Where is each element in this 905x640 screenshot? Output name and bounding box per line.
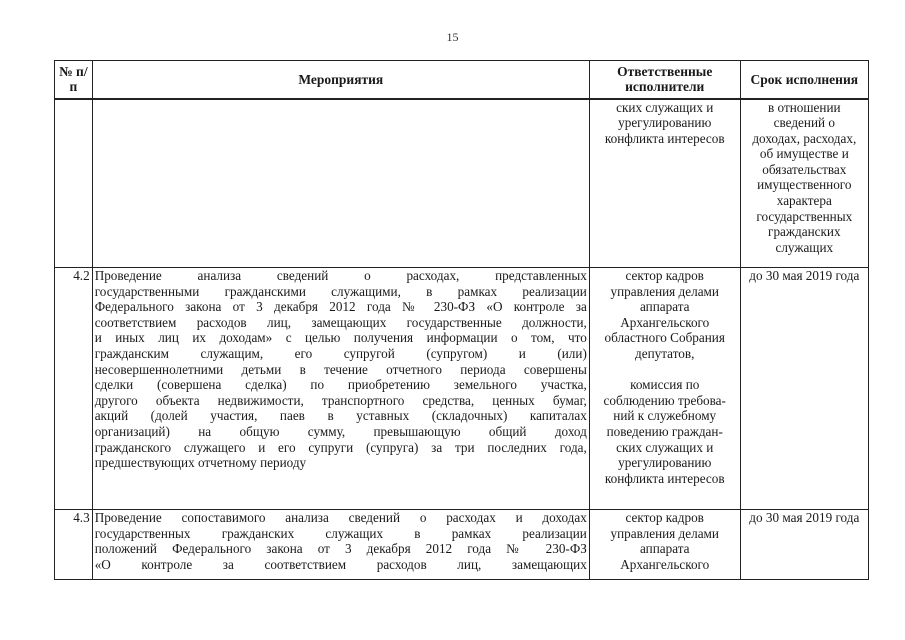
responsible-text-line: аппарата	[639, 541, 690, 557]
responsible-text-line: ских служащих и	[616, 439, 714, 455]
row-number: 4.3	[55, 510, 93, 580]
responsible-text-line: депутатов,	[635, 345, 695, 361]
term-text-line: до 30 мая 2019 года	[749, 510, 860, 525]
responsible-text-line: областного Собрания	[604, 330, 725, 346]
responsible-text-line: урегулированию	[618, 455, 712, 471]
table-row	[55, 99, 869, 268]
responsible-text-line: комиссия по	[630, 377, 700, 393]
term-text-line: доходах, расходах,	[752, 130, 857, 146]
responsible-text-line: аппарата	[639, 299, 690, 315]
action-text-line: государственных гражданских служащих в рамках реализации	[94, 525, 587, 541]
action-cell	[92, 99, 589, 268]
responsible-text-line: соблюдению требова-	[603, 392, 726, 408]
responsible-text-line: управления делами	[610, 283, 719, 299]
action-text-line: государственными гражданскими служащими, в рамках реализации	[94, 283, 587, 299]
term-text-line: до 30 мая 2019 года	[749, 268, 860, 283]
header-number: № п/п	[55, 61, 93, 99]
action-text-line: Проведение анализа сведений о расходах, представленных	[94, 268, 587, 283]
table-header-row	[55, 61, 869, 99]
term-text-line: государственных	[756, 208, 853, 224]
action-text-line: Федерального закона от 3 декабря 2012 года № 230-ФЗ «О контроле за	[94, 299, 587, 315]
term-text-line: в отношении	[768, 99, 841, 115]
action-text-line: соответствием расходов лиц, замещающих государственные должности,	[94, 314, 587, 330]
table-row	[55, 510, 869, 580]
action-text-line: акций (долей участия, паев в уставных (складочных) капиталах	[94, 408, 587, 424]
table-row	[55, 268, 869, 510]
action-text-line: гражданского служащего и его супруги (супруга) за три последних года,	[94, 439, 587, 455]
row-number: 4.2	[55, 268, 93, 510]
term-cell	[740, 99, 868, 268]
term-text-line: имущественного	[757, 177, 852, 193]
action-text-line: сделки (совершена сделка) по приобретению земельного участка,	[94, 377, 587, 393]
page-number: 15	[446, 30, 459, 44]
action-text-line: Проведение сопоставимого анализа сведений о расходах и доходах	[94, 510, 587, 525]
action-text-line: гражданским служащим, его супругой (супругом) и (или)	[94, 345, 587, 361]
responsible-text-line: конфликта интересов	[604, 130, 725, 146]
responsible-cell	[589, 510, 740, 580]
action-text-line: положений Федерального закона от 3 декабря 2012 года № 230-ФЗ	[94, 541, 587, 557]
responsible-text-line: ний к служебному	[613, 408, 717, 424]
term-text-line: характера	[776, 193, 832, 209]
term-text-line: сведений о	[773, 115, 835, 131]
responsible-cell	[589, 268, 740, 510]
responsible-text-line: сектор кадров	[625, 268, 704, 283]
responsible-text-line: урегулированию	[618, 115, 712, 131]
term-text-line: служащих	[775, 239, 834, 255]
action-text-line: предшествующих отчетному периоду	[94, 455, 307, 471]
action-plan-table	[54, 60, 869, 580]
term-cell	[740, 268, 868, 510]
header-term: Срок исполнения	[740, 61, 868, 99]
row-number	[55, 99, 93, 268]
responsible-text-line: Архангельского	[620, 556, 710, 572]
action-text-line: «О контроле за соответствием расходов лиц, замещающих	[94, 556, 587, 572]
responsible-text-line: управления делами	[610, 525, 719, 541]
action-cell	[92, 268, 589, 510]
action-text-line: несовершеннолетними детьми в течение отчетного периода совершены	[94, 361, 587, 377]
action-cell	[92, 510, 589, 580]
action-text-line: и иных лиц их доходам» с целью получения информации о том, что	[94, 330, 587, 346]
term-text-line: обязательствах	[762, 161, 847, 177]
responsible-text-line: сектор кадров	[625, 510, 704, 525]
header-responsible: Ответственные исполнители	[589, 61, 740, 99]
responsible-text-line: ских служащих и	[616, 99, 714, 115]
action-text-line: другого объекта недвижимости, транспортного средства, ценных бумаг,	[94, 392, 587, 408]
responsible-text-line: конфликта интересов	[604, 470, 725, 486]
header-action: Мероприятия	[92, 61, 589, 99]
responsible-cell	[589, 99, 740, 268]
responsible-text-line: Архангельского	[620, 314, 710, 330]
responsible-text-line	[592, 362, 738, 378]
term-text-line: гражданских	[768, 224, 841, 240]
action-text-line: организаций) на общую сумму, превышающую общий доход	[94, 423, 587, 439]
term-text-line: об имуществе и	[759, 146, 849, 162]
responsible-text-line: поведению граждан-	[606, 423, 723, 439]
term-cell	[740, 510, 868, 580]
